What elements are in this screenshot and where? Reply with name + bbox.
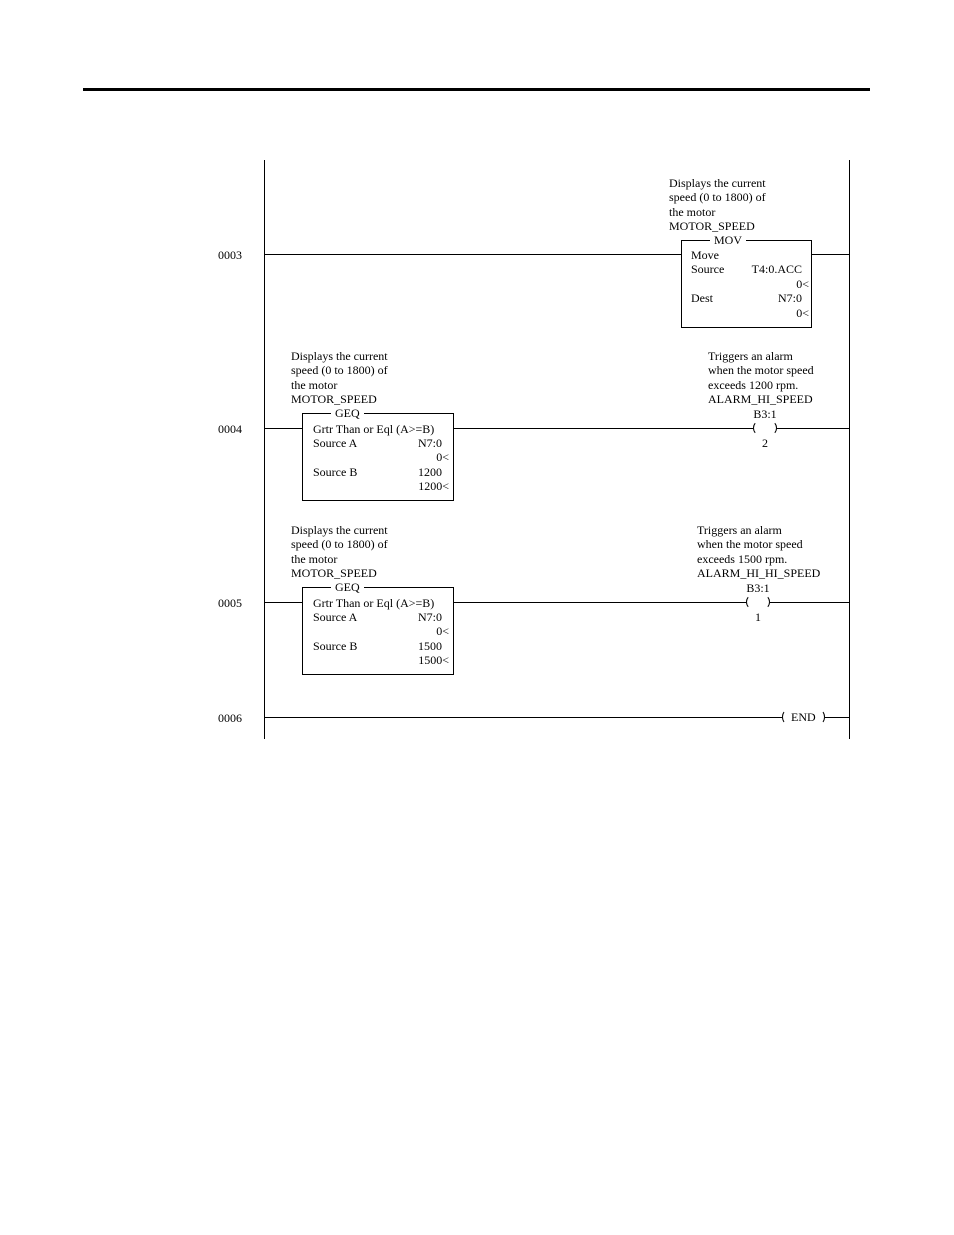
source-b-value: 1200< [418, 479, 449, 493]
rung-number: 0006 [218, 711, 242, 725]
source-b-value: 1500< [418, 653, 449, 667]
source-b-label: Source B [313, 465, 358, 479]
coil-bit: 2 [762, 436, 768, 450]
coil-bit: 1 [755, 610, 761, 624]
instruction-mnemonic: GEQ [331, 580, 364, 594]
source-label: Source [691, 262, 725, 276]
instruction-mnemonic: GEQ [331, 406, 364, 420]
rung-number: 0004 [218, 422, 242, 436]
output-coil-icon[interactable] [746, 595, 770, 609]
dest-address: N7:0 [778, 291, 802, 305]
source-a-label: Source A [313, 610, 358, 624]
source-b-value-constant: 1200 [418, 465, 442, 479]
output-comment: Triggers an alarm when the motor speed exceeds 1500 rpm. ALARM_HI_HI_SPEED [697, 523, 821, 581]
instruction-comment: Displays the current speed (0 to 1800) of the motor MOTOR_SPEED [291, 349, 388, 407]
instruction-comment: Displays the current speed (0 to 1800) of the motor MOTOR_SPEED [669, 176, 766, 234]
source-b-value-constant: 1500 [418, 639, 442, 653]
mov-instruction-block[interactable] [681, 233, 812, 328]
source-a-value: 0< [436, 450, 449, 464]
dest-value: 0< [796, 306, 809, 320]
source-address: T4:0.ACC [751, 262, 802, 276]
rung-number: 0003 [218, 248, 242, 262]
rung-number: 0005 [218, 596, 242, 610]
instruction-description: Move [691, 248, 719, 262]
end-instruction[interactable]: END [782, 710, 825, 724]
instruction-comment: Displays the current speed (0 to 1800) of the motor MOTOR_SPEED [291, 523, 388, 581]
source-a-value: 0< [436, 624, 449, 638]
rung-wire [264, 717, 850, 718]
source-value: 0< [796, 277, 809, 291]
instruction-description: Grtr Than or Eql (A>=B) [313, 596, 435, 610]
output-coil-icon[interactable] [753, 421, 777, 435]
coil-address: B3:1 [753, 407, 777, 421]
source-a-label: Source A [313, 436, 358, 450]
geq-instruction-block[interactable] [302, 406, 454, 501]
instruction-mnemonic: MOV [710, 233, 746, 247]
geq-instruction-block[interactable] [302, 580, 454, 675]
dest-label: Dest [691, 291, 713, 305]
header-rule [83, 88, 870, 91]
right-power-rail [849, 160, 850, 739]
left-power-rail [264, 160, 265, 739]
output-comment: Triggers an alarm when the motor speed exceeds 1200 rpm. ALARM_HI_SPEED [708, 349, 814, 407]
source-b-label: Source B [313, 639, 358, 653]
instruction-description: Grtr Than or Eql (A>=B) [313, 422, 435, 436]
source-a-address: N7:0 [418, 436, 442, 450]
source-a-address: N7:0 [418, 610, 442, 624]
coil-address: B3:1 [746, 581, 770, 595]
